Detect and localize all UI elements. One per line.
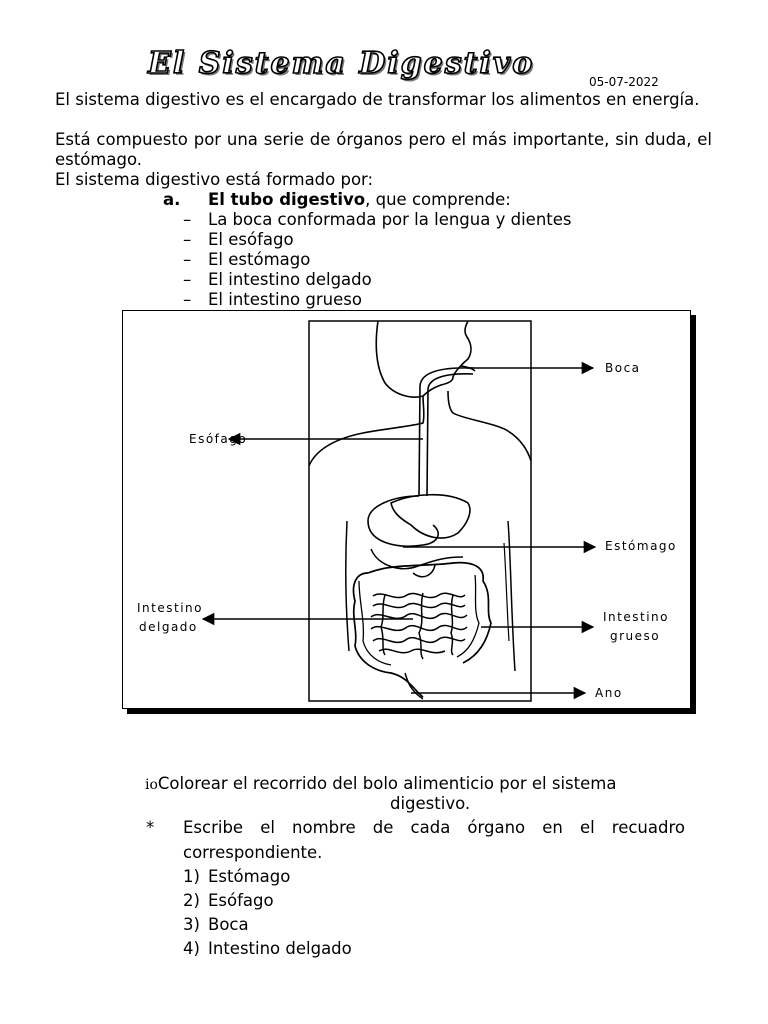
activity-instruction — [145, 772, 616, 797]
shoulder-right — [448, 391, 531, 461]
answer-number: 1) — [183, 867, 200, 886]
list-item: El esófago — [208, 230, 294, 249]
answer-number: 4) — [183, 939, 200, 958]
head-outline — [376, 321, 471, 397]
small-intestine-coils — [371, 593, 467, 659]
label-intestino-grueso-line2: grueso — [610, 629, 661, 643]
esophagus-inner — [427, 374, 473, 496]
liver-shape — [391, 495, 470, 538]
digestive-system-figure — [122, 310, 691, 709]
list-dash: – — [183, 290, 192, 309]
task-line2: correspondiente. — [183, 843, 323, 862]
date-label: 05-07-2022 — [589, 75, 659, 89]
instruction-prefix: io — [145, 777, 158, 793]
list-dash: – — [183, 250, 192, 269]
task-line1: Escribe el nombre de cada órgano en el recuadro — [183, 818, 685, 837]
label-esofago: Esófago — [189, 432, 248, 446]
list-item: El intestino delgado — [208, 270, 372, 289]
list-dash: – — [183, 270, 192, 289]
answer-text: Estómago — [208, 867, 291, 886]
intro-paragraph-3: El sistema digestivo está formado por: — [55, 170, 374, 189]
list-dash: – — [183, 230, 192, 249]
inner-frame — [309, 321, 531, 701]
list-heading-bold: El tubo digestivo — [208, 190, 366, 209]
answer-text: Boca — [208, 915, 249, 934]
label-intestino-delgado-line1: Intestino — [137, 601, 203, 615]
answer-number: 3) — [183, 915, 200, 934]
label-ano: Ano — [595, 686, 623, 700]
intro-paragraph-2: Está compuesto por una serie de órganos pero el más importante, sin duda, el estómago. — [55, 130, 712, 169]
list-item: La boca conformada por la lengua y dientes — [208, 210, 572, 229]
list-item: El intestino grueso — [208, 290, 362, 309]
answer-text: Esófago — [208, 891, 274, 910]
list-heading-rest: , que comprende: — [365, 190, 511, 209]
large-intestine-right — [368, 563, 491, 663]
intro-paragraph-1: El sistema digestivo es el encargado de transformar los alimentos en energía. — [55, 90, 700, 109]
list-dash: – — [183, 210, 192, 229]
label-estomago: Estómago — [605, 539, 677, 553]
list-marker: a. — [163, 190, 181, 209]
stomach-shape — [368, 496, 438, 546]
page-title: El Sistema Digestivo — [148, 46, 535, 81]
shoulder-left — [309, 396, 424, 466]
task-bullet: * — [146, 818, 155, 837]
label-intestino-delgado-line2: delgado — [139, 620, 198, 634]
instruction-line1: Colorear el recorrido del bolo alimenticio por el sistema — [157, 774, 617, 793]
label-intestino-grueso-line1: Intestino — [603, 610, 669, 624]
list-item: El estómago — [208, 250, 311, 269]
label-boca: Boca — [605, 361, 641, 375]
answer-number: 2) — [183, 891, 200, 910]
instruction-line2: digestivo. — [390, 794, 471, 813]
answer-text: Intestino delgado — [208, 939, 352, 958]
list-heading — [208, 190, 511, 210]
